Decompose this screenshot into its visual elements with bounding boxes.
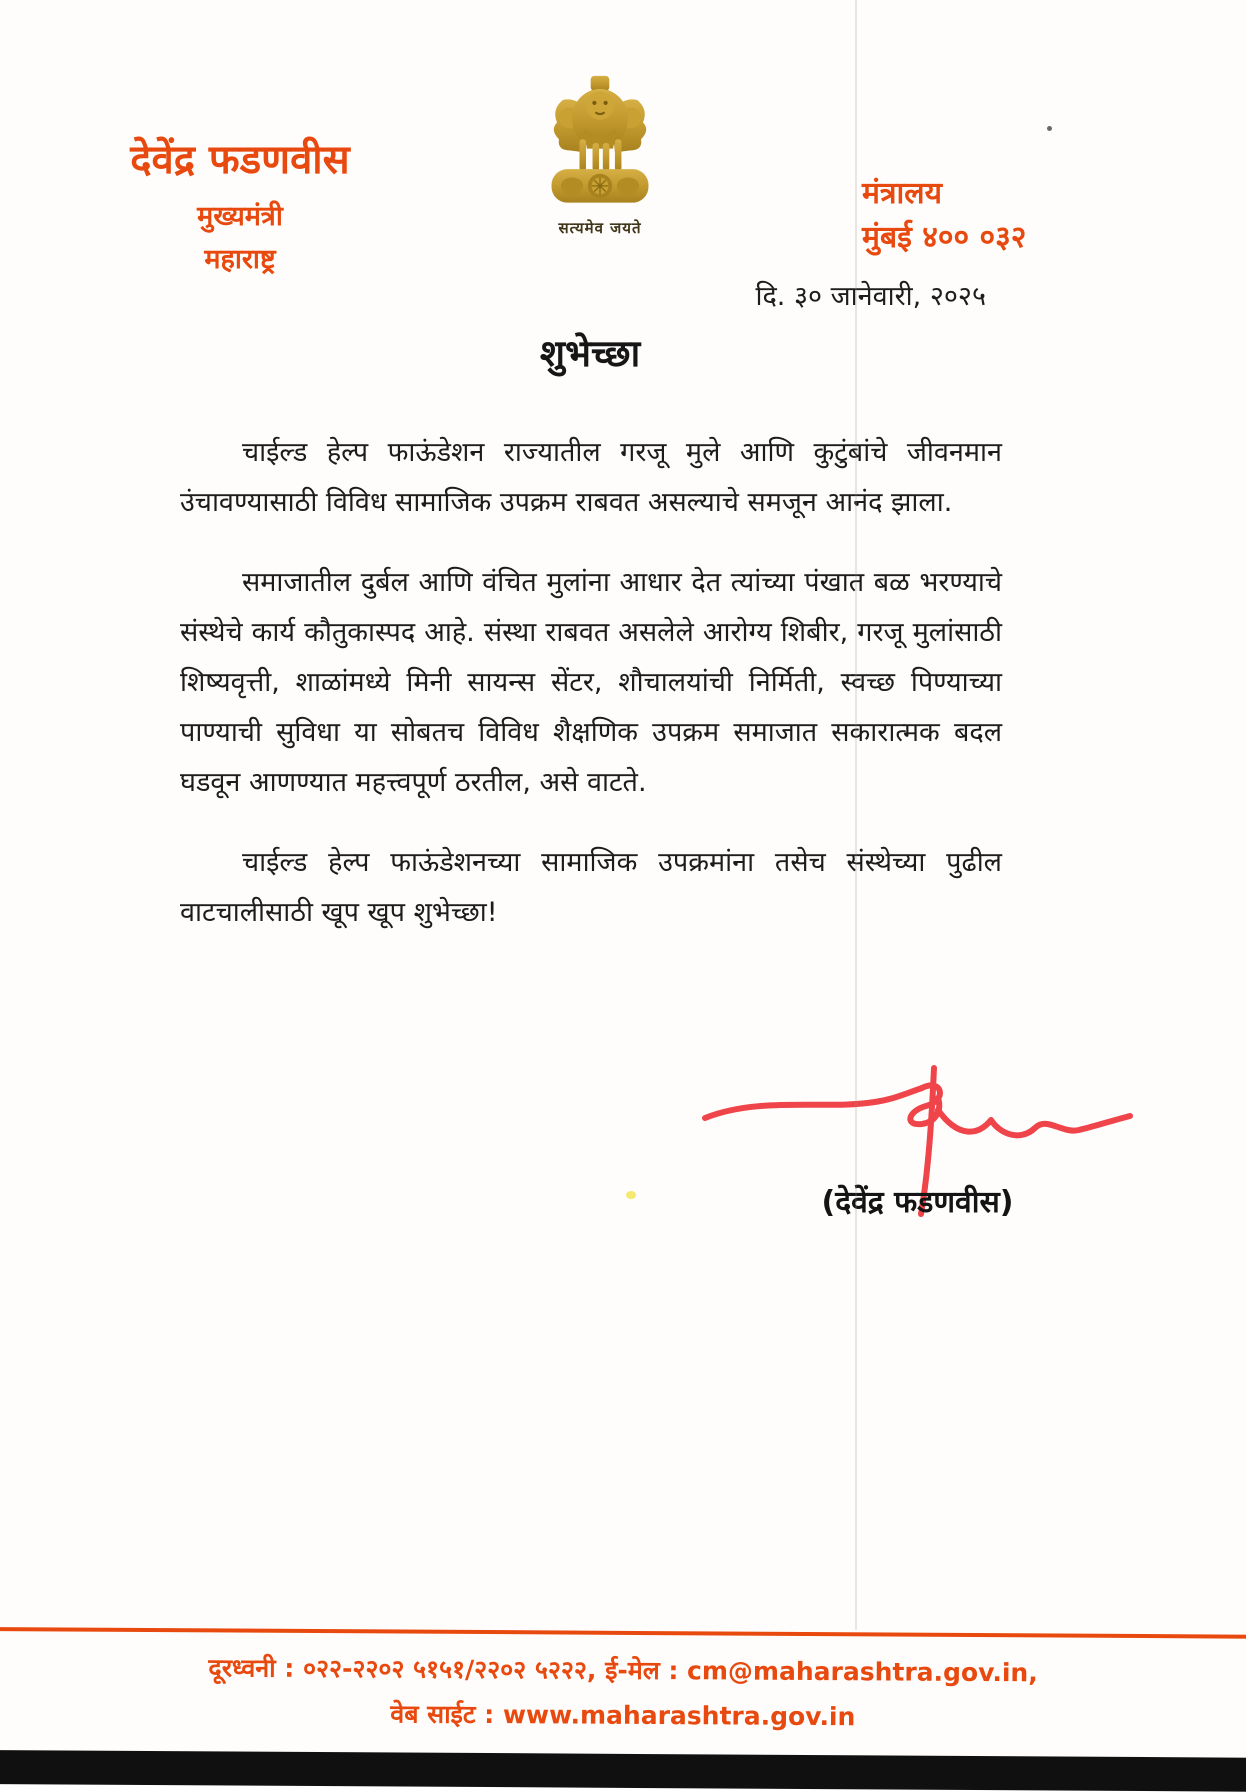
office-address: मुंबई ४०० ०३२ bbox=[862, 219, 1027, 255]
paragraph-1: चाईल्ड हेल्प फाऊंडेशन राज्यातील गरजू मुले आणि कुटुंबांचे जीवनमान उंचावण्यासाठी विविध सामाजिक उपक्रम राबवत असल्याचे समजून आनंद झाला. bbox=[180, 437, 1002, 518]
scan-fold-line bbox=[855, 0, 857, 1630]
footer-divider bbox=[0, 1627, 1246, 1639]
footer-contact-line: दूरध्वनी : ०२२-२२०२ ५१५१/२२०२ ५२२२, ई-मेल : cm@maharashtra.gov.in, bbox=[208, 1653, 1038, 1688]
footer bbox=[0, 1644, 1246, 1742]
scan-speck-dark bbox=[1047, 126, 1052, 131]
sender-region: महाराष्ट्र bbox=[204, 244, 276, 275]
footer-website-line: वेब साईट : www.maharashtra.gov.in bbox=[390, 1699, 856, 1732]
signature-area bbox=[690, 1062, 1145, 1227]
letter-title: शुभेच्छा bbox=[539, 332, 641, 375]
office-block bbox=[862, 172, 1026, 259]
office-name: मंत्रालय bbox=[862, 176, 943, 211]
emblem-of-india-icon bbox=[544, 197, 656, 216]
sender-name: देवेंद्र फडणवीस bbox=[130, 137, 350, 183]
date-line: दि. ३० जानेवारी, २०२५ bbox=[755, 281, 986, 312]
sender-block bbox=[95, 138, 385, 276]
letter-body bbox=[180, 428, 1002, 968]
emblem-block bbox=[500, 74, 700, 238]
scan-speck-yellow bbox=[626, 1191, 636, 1199]
paragraph-2: समाजातील दुर्बल आणि वंचित मुलांना आधार देत त्यांच्या पंखात बळ भरण्याचे संस्थेचे कार्य कौतुकास्पद आहे. संस्था राबवत असलेले आरोग्य शिबीर, गरजू मुलांसाठी शिष्यवृत्ती, शाळांमध्ये मिनी सायन्स सेंटर, शौचालयांची निर्मिती, स्वच्छ पिण्याच्या पाण्याची सुविधा या सोबतच विविध शैक्षणिक उपक्रम समाजात सकारात्मक बदल घडवून आणण्यात महत्त्वपूर्ण ठरतील, असे वाटते. bbox=[180, 567, 1002, 798]
emblem-motto: सत्यमेव जयते bbox=[558, 219, 642, 237]
sender-title: मुख्यमंत्री bbox=[197, 201, 283, 232]
signature-name: (देवेंद्र फडणवीस) bbox=[821, 1185, 1014, 1220]
paragraph-3: चाईल्ड हेल्प फाऊंडेशनच्या सामाजिक उपक्रमांना तसेच संस्थेच्या पुढील वाटचालीसाठी खूप खूप शुभेच्छा! bbox=[180, 847, 1002, 928]
